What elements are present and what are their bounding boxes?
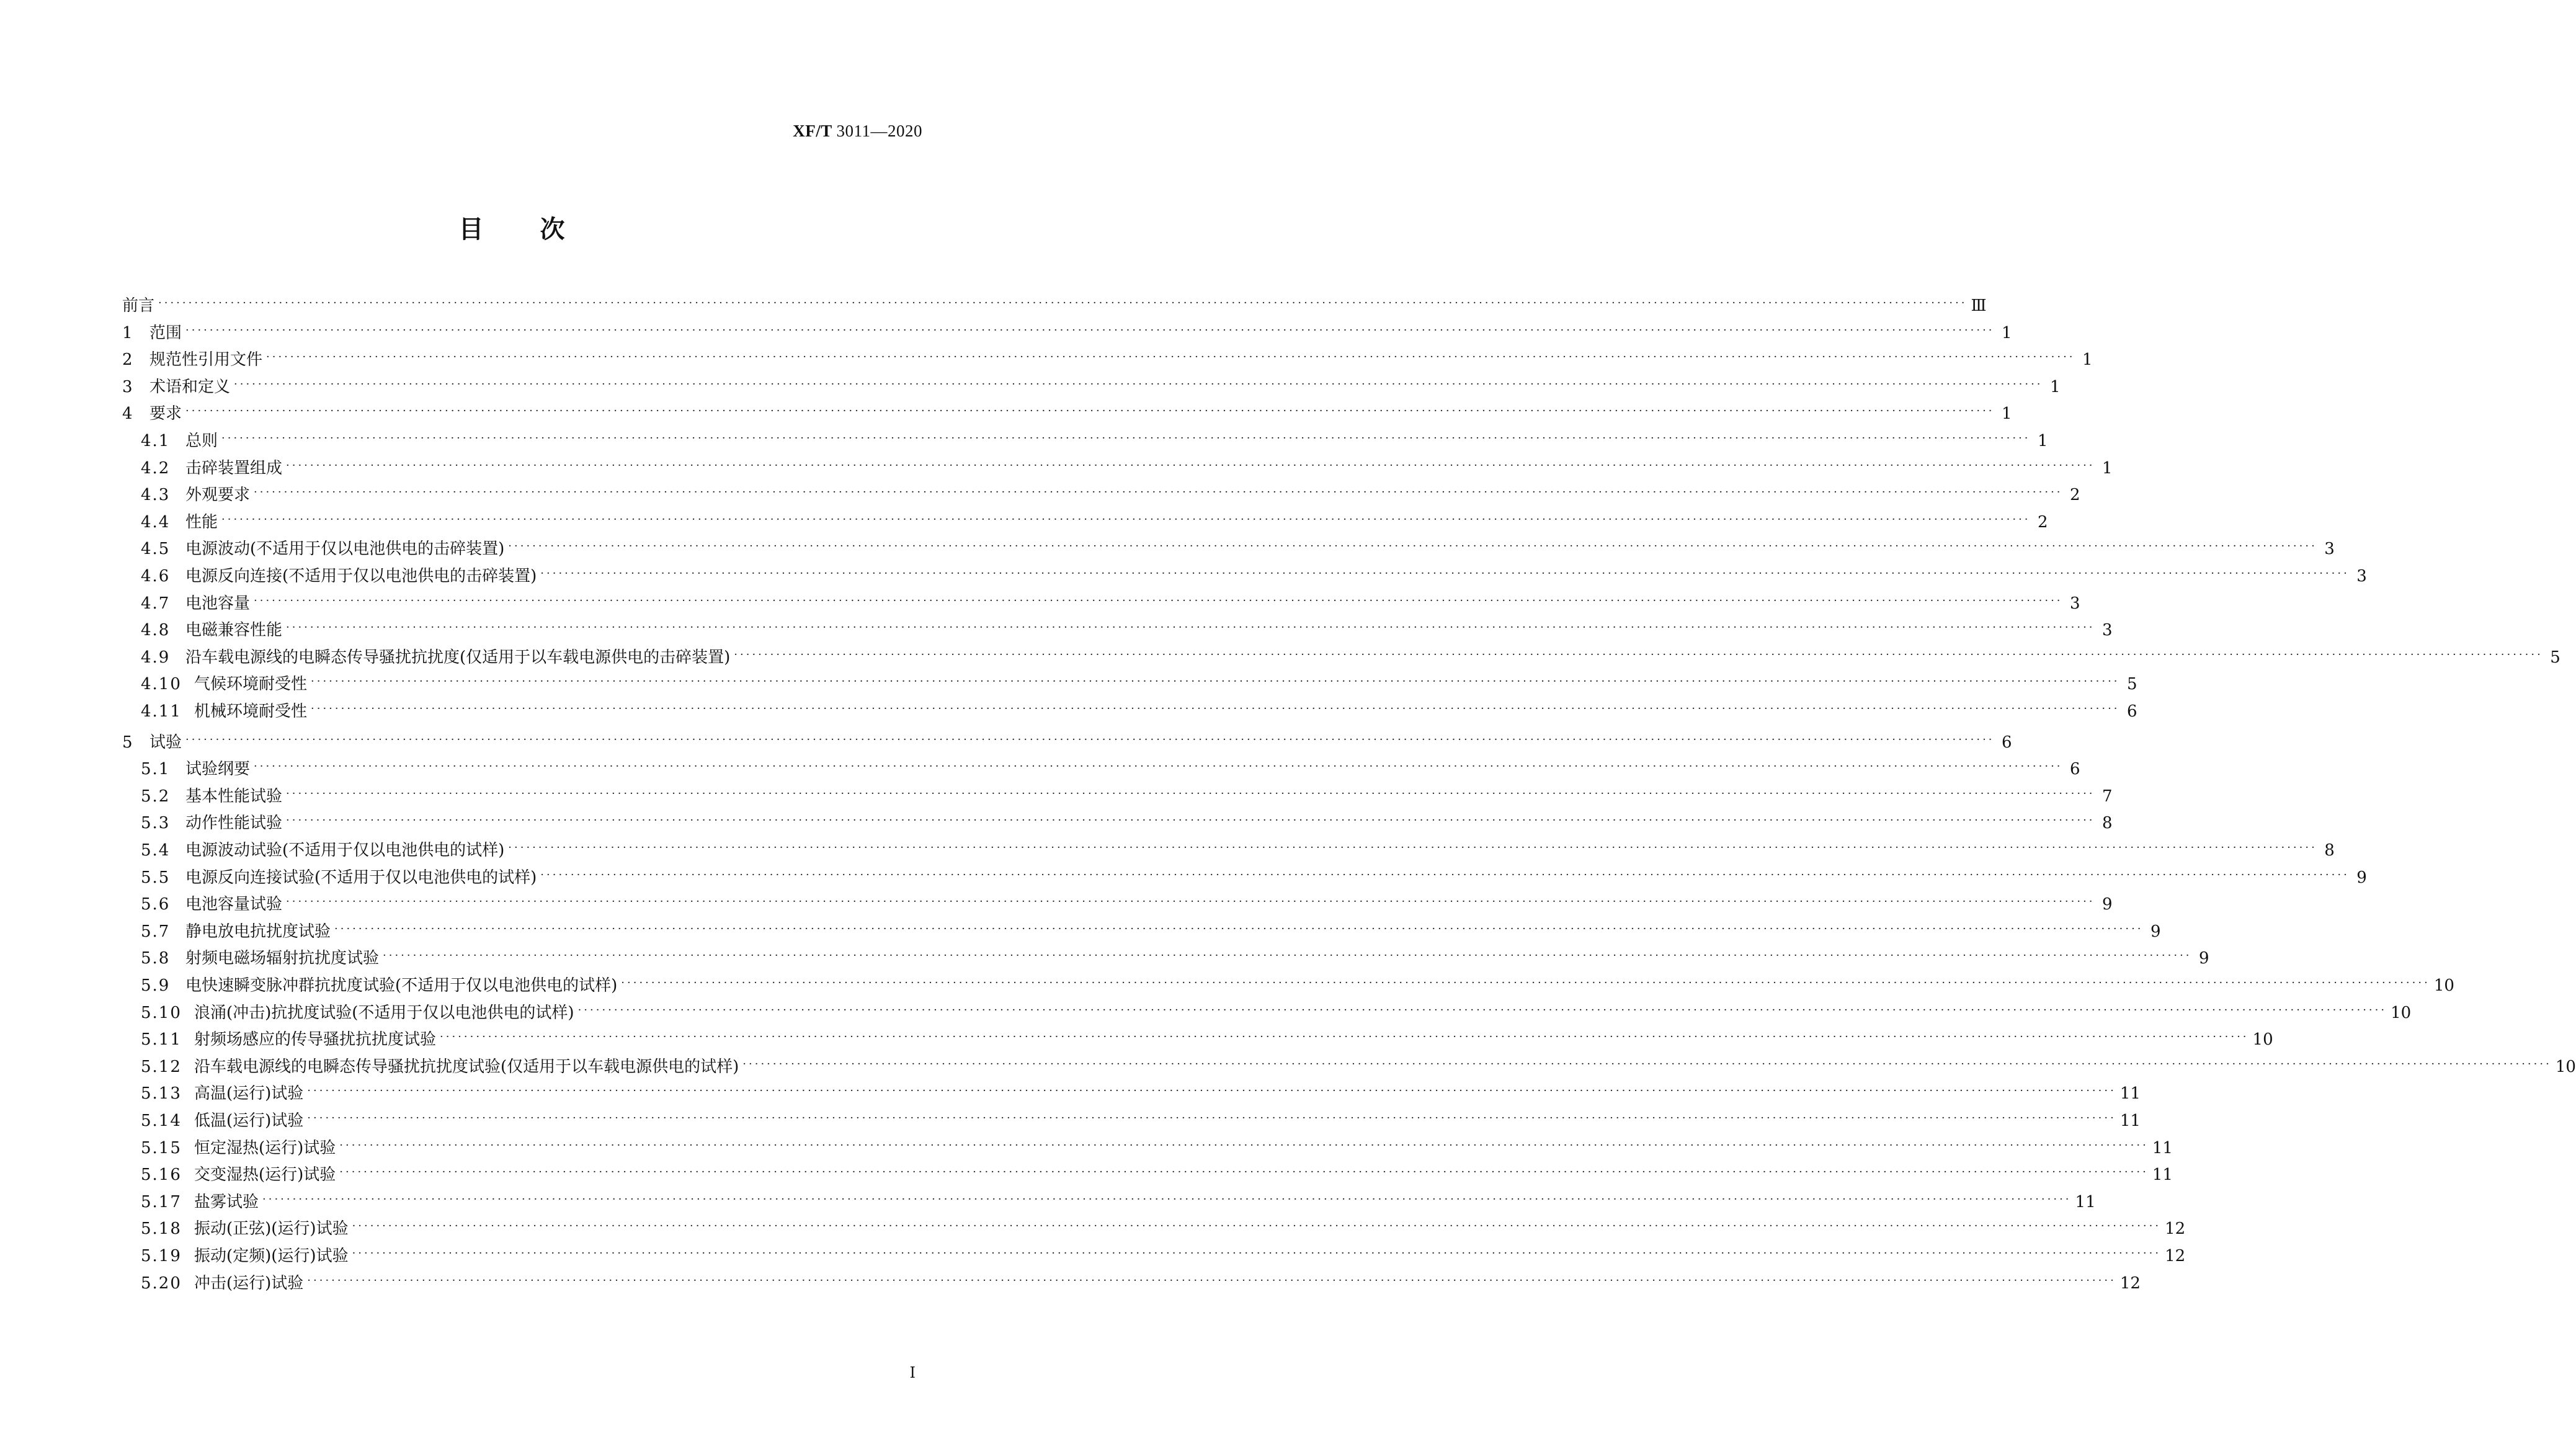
toc-entry-label: 振动(正弦)(运行)试验 [194, 1219, 349, 1239]
toc-entry[interactable] [122, 1110, 2141, 1132]
toc-entry-number: 4.10 [141, 675, 182, 694]
toc-entry-number: 5.7 [141, 922, 171, 941]
toc-entry-number: 5.8 [141, 949, 171, 968]
toc-entry[interactable] [122, 430, 2048, 452]
toc-entry[interactable] [122, 812, 2113, 834]
toc-entry-number: 4.7 [141, 594, 171, 613]
toc-leader-dots: ············································································································································································································································································································ [262, 1192, 2072, 1206]
toc-entry-number: 4.2 [141, 458, 171, 478]
toc-entry[interactable] [122, 974, 2454, 997]
toc-entry-page: 12 [2165, 1247, 2186, 1265]
toc-entry-label: 静电放电抗扰度试验 [185, 922, 331, 941]
toc-leader-dots: ············································································································································································································································································································ [383, 949, 2192, 963]
toc-entry[interactable] [122, 921, 2161, 943]
toc-leader-dots: ············································································································································································································································································································ [307, 1112, 2116, 1125]
toc-leader-dots: ············································································································································································································································································································ [339, 1138, 2149, 1152]
toc-leader-dots: ············································································································································································································································································································ [621, 976, 2430, 989]
toc-entry-label: 电磁兼容性能 [185, 621, 283, 640]
toc-entry[interactable] [122, 538, 2335, 560]
toc-entry[interactable] [122, 1272, 2141, 1295]
toc-entry-page: 9 [2356, 868, 2367, 887]
toc-leader-dots: ············································································································································································································································································································ [286, 895, 2095, 909]
toc-entry-page: 2 [2037, 512, 2048, 532]
toc-entry-page: 10 [2391, 1003, 2412, 1022]
toc-entry-page: 3 [2324, 540, 2335, 559]
toc-entry[interactable] [122, 673, 2137, 695]
toc-entry[interactable] [122, 785, 2113, 808]
toc-leader-dots: ············································································································································································································································································································ [158, 296, 1968, 310]
toc-entry[interactable] [122, 867, 2367, 889]
toc-entry-number: 4.9 [141, 648, 171, 667]
toc-entry-number: 5.2 [141, 787, 171, 806]
toc-leader-dots: ············································································································································································································································································································ [254, 486, 2063, 499]
toc-entry-label: 沿车载电源线的电瞬态传导骚扰抗扰度(仅适用于以车载电源供电的击碎装置) [185, 648, 731, 667]
toc-entry-label: 总则 [185, 432, 218, 450]
page-number: I [909, 1364, 916, 1381]
toc-leader-dots: ············································································································································································································································································································ [234, 377, 2043, 391]
toc-entry-page: 3 [2069, 594, 2080, 613]
toc-entry-label: 射频场感应的传导骚扰抗扰度试验 [194, 1030, 437, 1050]
toc-entry-number: 5.19 [141, 1247, 182, 1265]
toc-entry[interactable] [122, 731, 2012, 754]
toc-entry-number: 5.14 [141, 1112, 182, 1130]
toc-entry[interactable] [122, 322, 2012, 344]
toc-leader-dots: ············································································································································································································································································································ [286, 814, 2095, 827]
toc-entry-label: 基本性能试验 [185, 787, 283, 806]
toc-entry[interactable] [122, 700, 2137, 723]
toc-entry-label: 沿车载电源线的电瞬态传导骚扰抗扰度试验(仅适用于以车载电源供电的试样) [194, 1057, 739, 1076]
toc-entry-label: 试验纲要 [185, 760, 251, 779]
toc-entry[interactable] [122, 947, 2209, 970]
toc-entry-label: 电快速瞬变脉冲群抗扰度试验(不适用于仅以电池供电的试样) [185, 976, 618, 995]
toc-entry[interactable] [122, 565, 2367, 587]
toc-entry-label: 电源反向连接(不适用于仅以电池供电的击碎装置) [185, 567, 537, 586]
toc-entry[interactable] [122, 457, 2113, 479]
toc-entry-page: 3 [2101, 621, 2113, 640]
toc-leader-dots: ············································································································································································································································································································ [540, 868, 2350, 881]
toc-entry[interactable] [122, 1191, 2096, 1213]
toc-entry[interactable] [122, 1082, 2141, 1105]
toc-entry-number: 4.11 [141, 702, 182, 721]
toc-entry-label: 范围 [149, 323, 182, 342]
toc-entry-page: 6 [2001, 733, 2012, 752]
toc-entry-page: 9 [2101, 895, 2113, 914]
toc-leader-dots: ············································································································································································································································································································ [508, 841, 2317, 854]
toc-entry-label: 恒定湿热(运行)试验 [194, 1138, 336, 1157]
toc-entry-number: 4.3 [141, 486, 171, 505]
toc-leader-dots: ············································································································································································································································································································ [286, 621, 2095, 635]
toc-leader-dots: ············································································································································································································································································································ [540, 567, 2350, 580]
toc-leader-dots: ············································································································································································································································································································ [286, 787, 2095, 800]
toc-entry-number: 4.8 [141, 621, 171, 640]
toc-leader-dots: ············································································································································································································································································································ [508, 540, 2317, 553]
toc-entry-label: 前言 [122, 296, 155, 315]
toc-leader-dots: ············································································································································································································································································································ [352, 1247, 2162, 1260]
toc-leader-dots: ············································································································································································································································································································ [185, 323, 1995, 337]
toc-entry-page: 1 [2101, 458, 2113, 478]
toc-entry-page: 7 [2101, 787, 2113, 806]
toc-entry-number: 4.6 [141, 567, 171, 586]
toc-leader-dots: ············································································································································································································································································································ [221, 512, 2031, 526]
toc-entry-label: 规范性引用文件 [149, 350, 263, 370]
toc-entry-number: 5.5 [141, 868, 171, 887]
toc-entry-page: 6 [2069, 760, 2080, 779]
toc-entry[interactable] [122, 1002, 2412, 1024]
toc-entry-page: 11 [2075, 1192, 2096, 1211]
toc-leader-dots: ············································································································································································································································································································ [311, 675, 2120, 689]
toc-leader-dots: ············································································································································································································································································································ [221, 432, 2031, 445]
toc-leader-dots: ············································································································································································································································································································ [311, 702, 2120, 715]
toc-entry[interactable] [122, 295, 1987, 317]
toc-entry-page: 11 [2152, 1166, 2173, 1185]
toc-entry-page: 1 [2001, 404, 2012, 424]
toc-leader-dots: ············································································································································································································································································································ [286, 458, 2095, 472]
toc-leader-dots: ············································································································································································································································································································ [440, 1030, 2249, 1044]
toc-entry-page: 2 [2069, 486, 2080, 505]
toc-entry[interactable] [122, 349, 2093, 371]
toc-leader-dots: ············································································································································································································································································································ [266, 350, 2075, 364]
toc-entry-label: 外观要求 [185, 486, 251, 505]
toc-leader-dots: ············································································································································································································································································································ [307, 1084, 2116, 1098]
toc-entry-page: Ⅲ [1971, 296, 1987, 315]
toc-entry-page: 8 [2101, 814, 2113, 833]
toc-entry[interactable] [122, 619, 2113, 641]
toc-entry-label: 低温(运行)试验 [194, 1112, 304, 1130]
toc-entry-label: 术语和定义 [149, 377, 231, 396]
toc-entry-label: 交变湿热(运行)试验 [194, 1166, 336, 1185]
toc-entry-page: 11 [2152, 1138, 2173, 1157]
toc-entry-number: 5 [122, 733, 134, 752]
toc-entry-number: 5.12 [141, 1057, 182, 1076]
title-char-1: 目 [458, 215, 484, 244]
toc-entry-page: 1 [2001, 323, 2012, 342]
toc-entry[interactable] [122, 1164, 2173, 1186]
toc-entry-page: 11 [2119, 1084, 2141, 1103]
toc-entry-page: 1 [2049, 377, 2061, 396]
toc-entry-label: 性能 [185, 512, 218, 532]
toc-entry-number: 5.20 [141, 1273, 182, 1293]
toc-entry-page: 10 [2555, 1057, 2576, 1076]
toc-entry-label: 机械环境耐受性 [194, 702, 308, 721]
toc-entry[interactable] [122, 484, 2080, 506]
toc-entry-page: 5 [2550, 648, 2560, 667]
toc-entry-number: 4.1 [141, 432, 171, 450]
toc-entry-label: 气候环境耐受性 [194, 675, 308, 694]
toc-leader-dots: ············································································································································································································································································································ [254, 594, 2063, 607]
toc-entry-number: 5.16 [141, 1166, 182, 1185]
toc-entry-page: 10 [2433, 976, 2454, 995]
title-char-2: 次 [540, 215, 566, 244]
toc-leader-dots: ············································································································································································································································································································ [334, 922, 2144, 935]
toc-entry-label: 试验 [149, 733, 182, 752]
toc-entry-page: 3 [2356, 567, 2367, 586]
toc-entry[interactable] [122, 839, 2335, 862]
toc-entry-label: 电源反向连接试验(不适用于仅以电池供电的试样) [185, 868, 537, 887]
toc-leader-dots: ············································································································································································································································································································ [307, 1273, 2116, 1287]
toc-entry-number: 5.13 [141, 1084, 182, 1103]
toc-entry-page: 11 [2119, 1112, 2141, 1130]
toc-entry-page: 10 [2252, 1030, 2273, 1050]
toc-entry-page: 12 [2165, 1219, 2186, 1239]
toc-leader-dots: ············································································································································································································································································································ [352, 1219, 2162, 1233]
toc-entry-page: 5 [2126, 675, 2137, 694]
toc-leader-dots: ············································································································································································································································································································ [185, 733, 1995, 746]
toc-entry-label: 击碎装置组成 [185, 458, 283, 478]
toc-entry-number: 4.5 [141, 540, 171, 559]
toc-entry[interactable] [122, 511, 2048, 533]
toc-entry-page: 8 [2324, 841, 2335, 860]
toc-entry-label: 盐雾试验 [194, 1192, 259, 1211]
toc-entry[interactable] [122, 592, 2080, 615]
toc-entry-label: 要求 [149, 404, 182, 424]
toc-entry-label: 高温(运行)试验 [194, 1084, 304, 1103]
toc-entry-number: 5.11 [141, 1030, 182, 1050]
toc-entry-label: 振动(定频)(运行)试验 [194, 1247, 349, 1265]
toc-leader-dots: ············································································································································································································································································································ [254, 760, 2063, 774]
toc-entry-page: 9 [2198, 949, 2209, 968]
standard-number [793, 122, 922, 141]
toc-entry[interactable] [122, 893, 2113, 916]
toc-entry-number: 2 [122, 350, 134, 370]
toc-leader-dots: ············································································································································································································································································································ [339, 1166, 2149, 1179]
toc-entry[interactable] [122, 1028, 2273, 1051]
toc-entry[interactable] [122, 1245, 2186, 1267]
toc-entry-label: 冲击(运行)试验 [194, 1273, 304, 1293]
toc-entry[interactable] [122, 758, 2080, 780]
toc-entry-number: 1 [122, 323, 134, 342]
page-title [0, 210, 1024, 245]
toc-entry-number: 4.4 [141, 512, 171, 532]
toc-entry-label: 射频电磁场辐射抗扰度试验 [185, 949, 380, 968]
toc-entry[interactable] [122, 403, 2012, 425]
toc-entry[interactable] [122, 1056, 2576, 1078]
toc-entry-number: 5.15 [141, 1138, 182, 1157]
toc-entry-number: 5.3 [141, 814, 171, 833]
toc-entry-label: 电池容量 [185, 594, 251, 613]
toc-entry-number: 3 [122, 377, 134, 396]
toc-entry-number: 5.4 [141, 841, 171, 860]
toc-entry[interactable] [122, 376, 2061, 398]
standard-code: XF/T [793, 122, 832, 140]
toc-entry-number: 4 [122, 404, 134, 424]
toc-entry[interactable] [122, 1218, 2186, 1240]
toc-entry-page: 12 [2119, 1273, 2141, 1293]
toc-entry-page: 6 [2126, 702, 2137, 721]
toc-leader-dots: ············································································································································································································································································································ [742, 1057, 2552, 1071]
toc-leader-dots: ············································································································································································································································································································ [734, 648, 2543, 661]
toc-entry-label: 浪涌(冲击)抗扰度试验(不适用于仅以电池供电的试样) [194, 1003, 574, 1022]
toc-entry-number: 5.10 [141, 1003, 182, 1022]
toc-entry-label: 电源波动试验(不适用于仅以电池供电的试样) [185, 841, 505, 860]
toc-entry-number: 5.18 [141, 1219, 182, 1239]
toc-entry-page: 1 [2082, 350, 2093, 370]
toc-entry-number: 5.6 [141, 895, 171, 914]
standard-year: 3011—2020 [836, 122, 922, 140]
toc-entry[interactable] [122, 646, 2560, 669]
toc-entry-number: 5.17 [141, 1192, 182, 1211]
toc-entry[interactable] [122, 1137, 2173, 1159]
toc-entry-page: 1 [2037, 432, 2048, 450]
toc-entry-label: 电源波动(不适用于仅以电池供电的击碎装置) [185, 540, 505, 559]
toc-entry-page: 9 [2150, 922, 2161, 941]
toc-entry-label: 电池容量试验 [185, 895, 283, 914]
toc-leader-dots: ············································································································································································································································································································ [577, 1003, 2387, 1017]
toc-entry-number: 5.9 [141, 976, 171, 995]
toc-entry-number: 5.1 [141, 760, 171, 779]
toc-leader-dots: ············································································································································································································································································································ [185, 404, 1995, 418]
toc-entry-label: 动作性能试验 [185, 814, 283, 833]
